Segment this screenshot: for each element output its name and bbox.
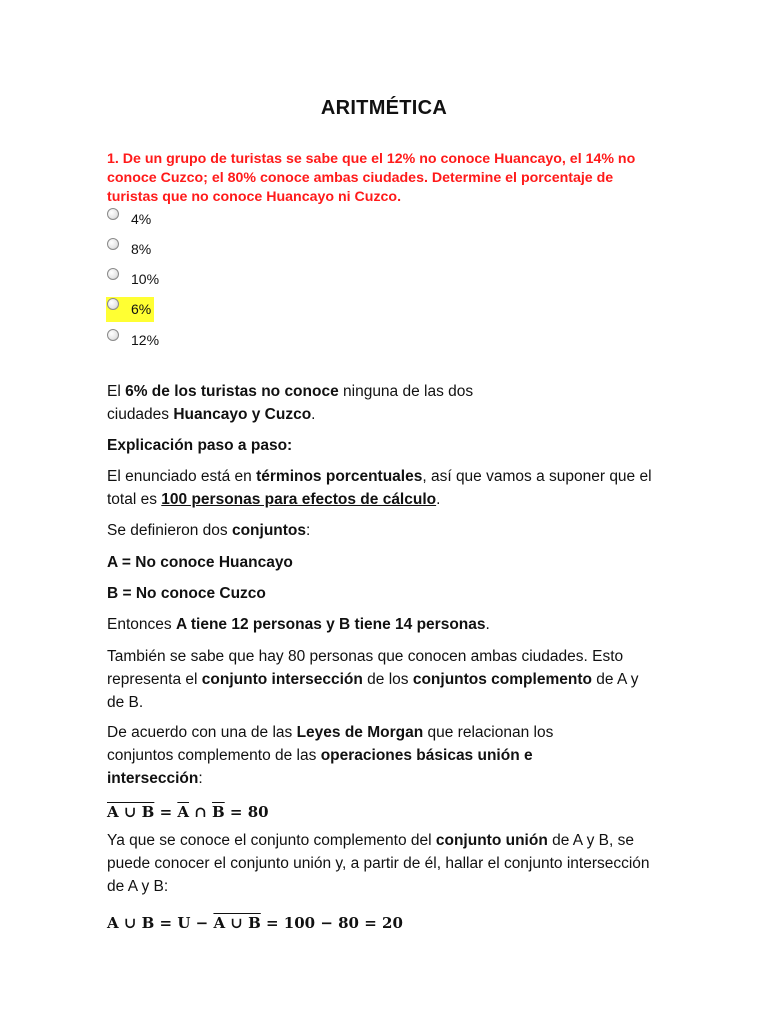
text: . [436,491,441,508]
text: Entonces [107,616,176,633]
option-label: 12% [131,332,160,348]
explanation-heading [107,434,667,457]
math-result: = 100 − 80 = 20 [260,914,403,932]
text: de los [362,671,413,688]
text: El [107,383,126,400]
text: : [198,770,203,787]
option-label: 8% [131,241,152,257]
math-term: $\overline{B}$ [212,803,225,821]
text: También se sabe que hay 80 personas que conocen ambas ciudades. Esto representa el [107,648,624,688]
option-label: 6% [131,301,152,317]
option-label: 4% [131,211,152,227]
text: de A y de B. [107,671,639,711]
radio-button-icon[interactable] [107,268,119,280]
set-a-definition [107,551,667,574]
paragraph-3 [107,613,667,636]
option-label: 10% [131,271,160,287]
bold-text: Leyes de Morgan [296,724,424,741]
text: . [485,616,490,633]
page-title: ARITMÉTICA [320,97,448,119]
bold-text: operaciones básicas unión e intersección [107,747,533,787]
math-result: = 80 [224,803,269,821]
radio-button-icon[interactable] [107,329,119,341]
text: De acuerdo con una de las [107,724,297,741]
bold-text: conjunto intersección [201,671,363,688]
text: : [306,522,311,539]
paragraph-4 [107,645,652,714]
math-term: A ∪ B [107,803,155,821]
bold-text: 6% de los turistas no conoce [125,383,339,400]
radio-button-icon[interactable] [107,298,119,310]
underlined-text: 100 personas para efectos de cálculo [161,491,437,508]
paragraph-2 [107,519,667,542]
bold-text: Huancayo y Cuzco [173,406,312,423]
math-term: A ∪ B = U − [107,914,214,932]
text: Ya que se conoce el conjunto complemento del [107,832,436,849]
heading-text: Explicación paso a paso: [107,437,293,454]
answer-paragraph [107,380,537,426]
set-b-definition [107,582,667,605]
text: ninguna de las dos ciudades [107,383,474,423]
text: Se definieron dos [107,522,232,539]
bold-text: A = No conoce Huancayo [107,554,293,571]
math-operator: = [154,803,178,821]
text: de A y B, se puede conocer el conjunto unión y, a partir de él, hallar el conjunto intersección de A y B: [107,832,650,895]
bold-text: A tiene 12 personas y B tiene 14 personas [175,616,486,633]
math-term: $\overline{A}$ [177,803,189,821]
paragraph-6 [107,829,652,898]
text: , así que vamos a suponer que el total es [107,468,652,508]
bold-text: conjuntos complemento [412,671,592,688]
bold-text: B = No conoce Cuzco [107,585,266,602]
bold-text: conjuntos [231,522,307,539]
radio-button-icon[interactable] [107,208,119,220]
text: que relacionan los conjuntos complemento de las [107,724,554,764]
paragraph-1 [107,465,662,511]
question-text: 1. De un grupo de turistas se sabe que el 12% no conoce Huancayo, el 14% no conoce Cuzco; el 80% conoce ambas ciudades. Determine el porcentaje de turistas que no conoce Huancayo ni Cuzco. [107,151,636,205]
equation-de-morgan [107,803,269,821]
equation-union [107,914,403,932]
text: . [311,406,316,423]
math-operator: ∩ [189,803,213,821]
math-term: A ∪ B [213,914,261,932]
bold-text: términos porcentuales [256,468,423,485]
radio-button-icon[interactable] [107,238,119,250]
paragraph-5 [107,721,607,790]
bold-text: conjunto unión [435,832,548,849]
text: El enunciado está en [107,468,257,485]
